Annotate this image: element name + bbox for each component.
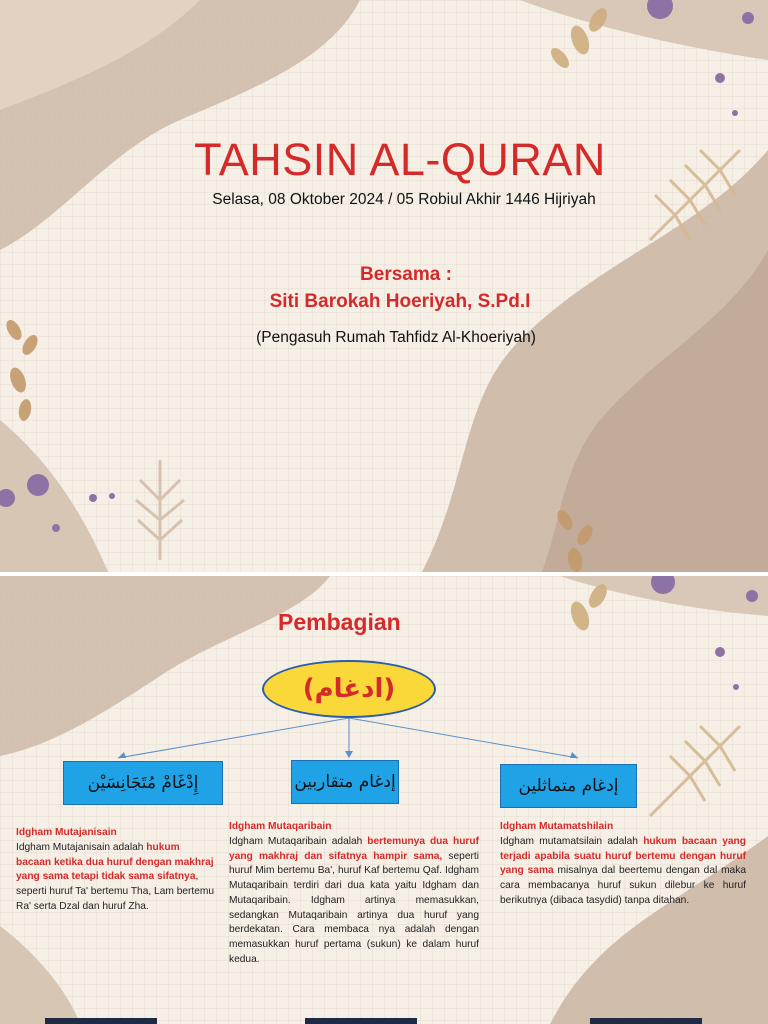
with-label: Bersama :: [360, 264, 452, 285]
description-mutajanisain: [16, 826, 216, 915]
description-text: Idgham Mutaqaribain adalah: [229, 835, 368, 847]
arrow-head: [570, 752, 578, 758]
description-text: , seperti huruf Ta' bertemu Tha, Lam bertemu Ra' serta Dzal dan huruf Zha.: [16, 871, 215, 912]
content-slide: [0, 576, 768, 1024]
description-mutaqaribain: [229, 820, 479, 968]
fern-icon: [136, 460, 184, 560]
root-node: [262, 660, 436, 718]
description-heading: Idgham Mutaqaribain: [229, 821, 332, 832]
description-text: seperti huruf Mim bertemu Ba', huruf Kaf bertemu Qaf. Idgham Mutaqaribain terdiri dari dua kata yaitu Idgham dan Mutaqaribain. Idgham artinya memasukkan, sedangkan Mutaqaribain artinya dua huruf yang berdekatan. Cara membaca nya adalah dengan memasukkan huruf pertama (sukun) ke dalam huruf kedua.: [229, 850, 479, 966]
description-highlight: hukum bacaan ketika dua huruf dengan makhraj yang sama tetapi tidak sama sifatnya: [16, 841, 214, 883]
description-text: Idgham Mutajanisain adalah: [16, 841, 147, 853]
bottom-bar: [305, 1018, 417, 1024]
arrow-head: [345, 751, 353, 758]
bottom-bar: [590, 1018, 702, 1024]
branch-box-mutaqaribain: إدغام متقاربين: [291, 760, 399, 804]
arrow-head: [118, 752, 126, 758]
bottom-bar: [45, 1018, 157, 1024]
description-heading: Idgham Mutamatshilain: [500, 821, 614, 832]
purple-dot: [109, 493, 115, 499]
purple-dot: [733, 684, 739, 690]
description-mutamatsilain: [500, 820, 746, 909]
purple-dot: [52, 524, 60, 532]
branch-box-mutajanisain: إِدْغَامْ مُتَجَانِسَيْن: [63, 761, 223, 805]
description-heading: Idgham Mutajanisain: [16, 827, 117, 838]
purple-dot: [27, 474, 49, 496]
beige-shape-top-left: [0, 576, 330, 756]
section-title: Pembagian: [278, 609, 401, 635]
description-text: misalnya dal beertemu dengan dal maka cara membacanya huruf sukun dilebur ke huruf berikutnya (dibaca tasydid) tanpa ditahan.: [500, 865, 746, 906]
presenter-name: Siti Barokah Hoeriyah, S.Pd.I: [269, 291, 531, 312]
purple-dot: [89, 494, 97, 502]
fern-icon: [650, 726, 740, 816]
description-highlight: bertemunya dua huruf yang makhraj dan sifatnya hampir sama,: [229, 835, 480, 862]
purple-dot: [715, 73, 725, 83]
purple-dot: [742, 12, 754, 24]
root-label: (ادغام): [302, 674, 396, 704]
date-line: Selasa, 08 Oktober 2024 / 05 Robiul Akhir 1446 Hijriyah: [212, 191, 596, 208]
purple-dot: [732, 110, 738, 116]
page-title: TAHSIN AL-QURAN: [194, 134, 606, 185]
description-highlight: hukum bacaan yang terjadi apabila suatu huruf bertemu dengan huruf yang sama: [500, 835, 746, 877]
presenter-role: (Pengasuh Rumah Tahfidz Al-Khoeriyah): [256, 329, 536, 346]
purple-dot: [715, 647, 725, 657]
branch-box-mutamatsilain: إدغام متماثلين: [500, 764, 637, 808]
description-text: Idgham mutamatsilain adalah: [500, 835, 644, 847]
beige-shape-bottom-left: [0, 926, 80, 1024]
purple-dot: [746, 590, 758, 602]
leaf-icon: [567, 581, 610, 633]
